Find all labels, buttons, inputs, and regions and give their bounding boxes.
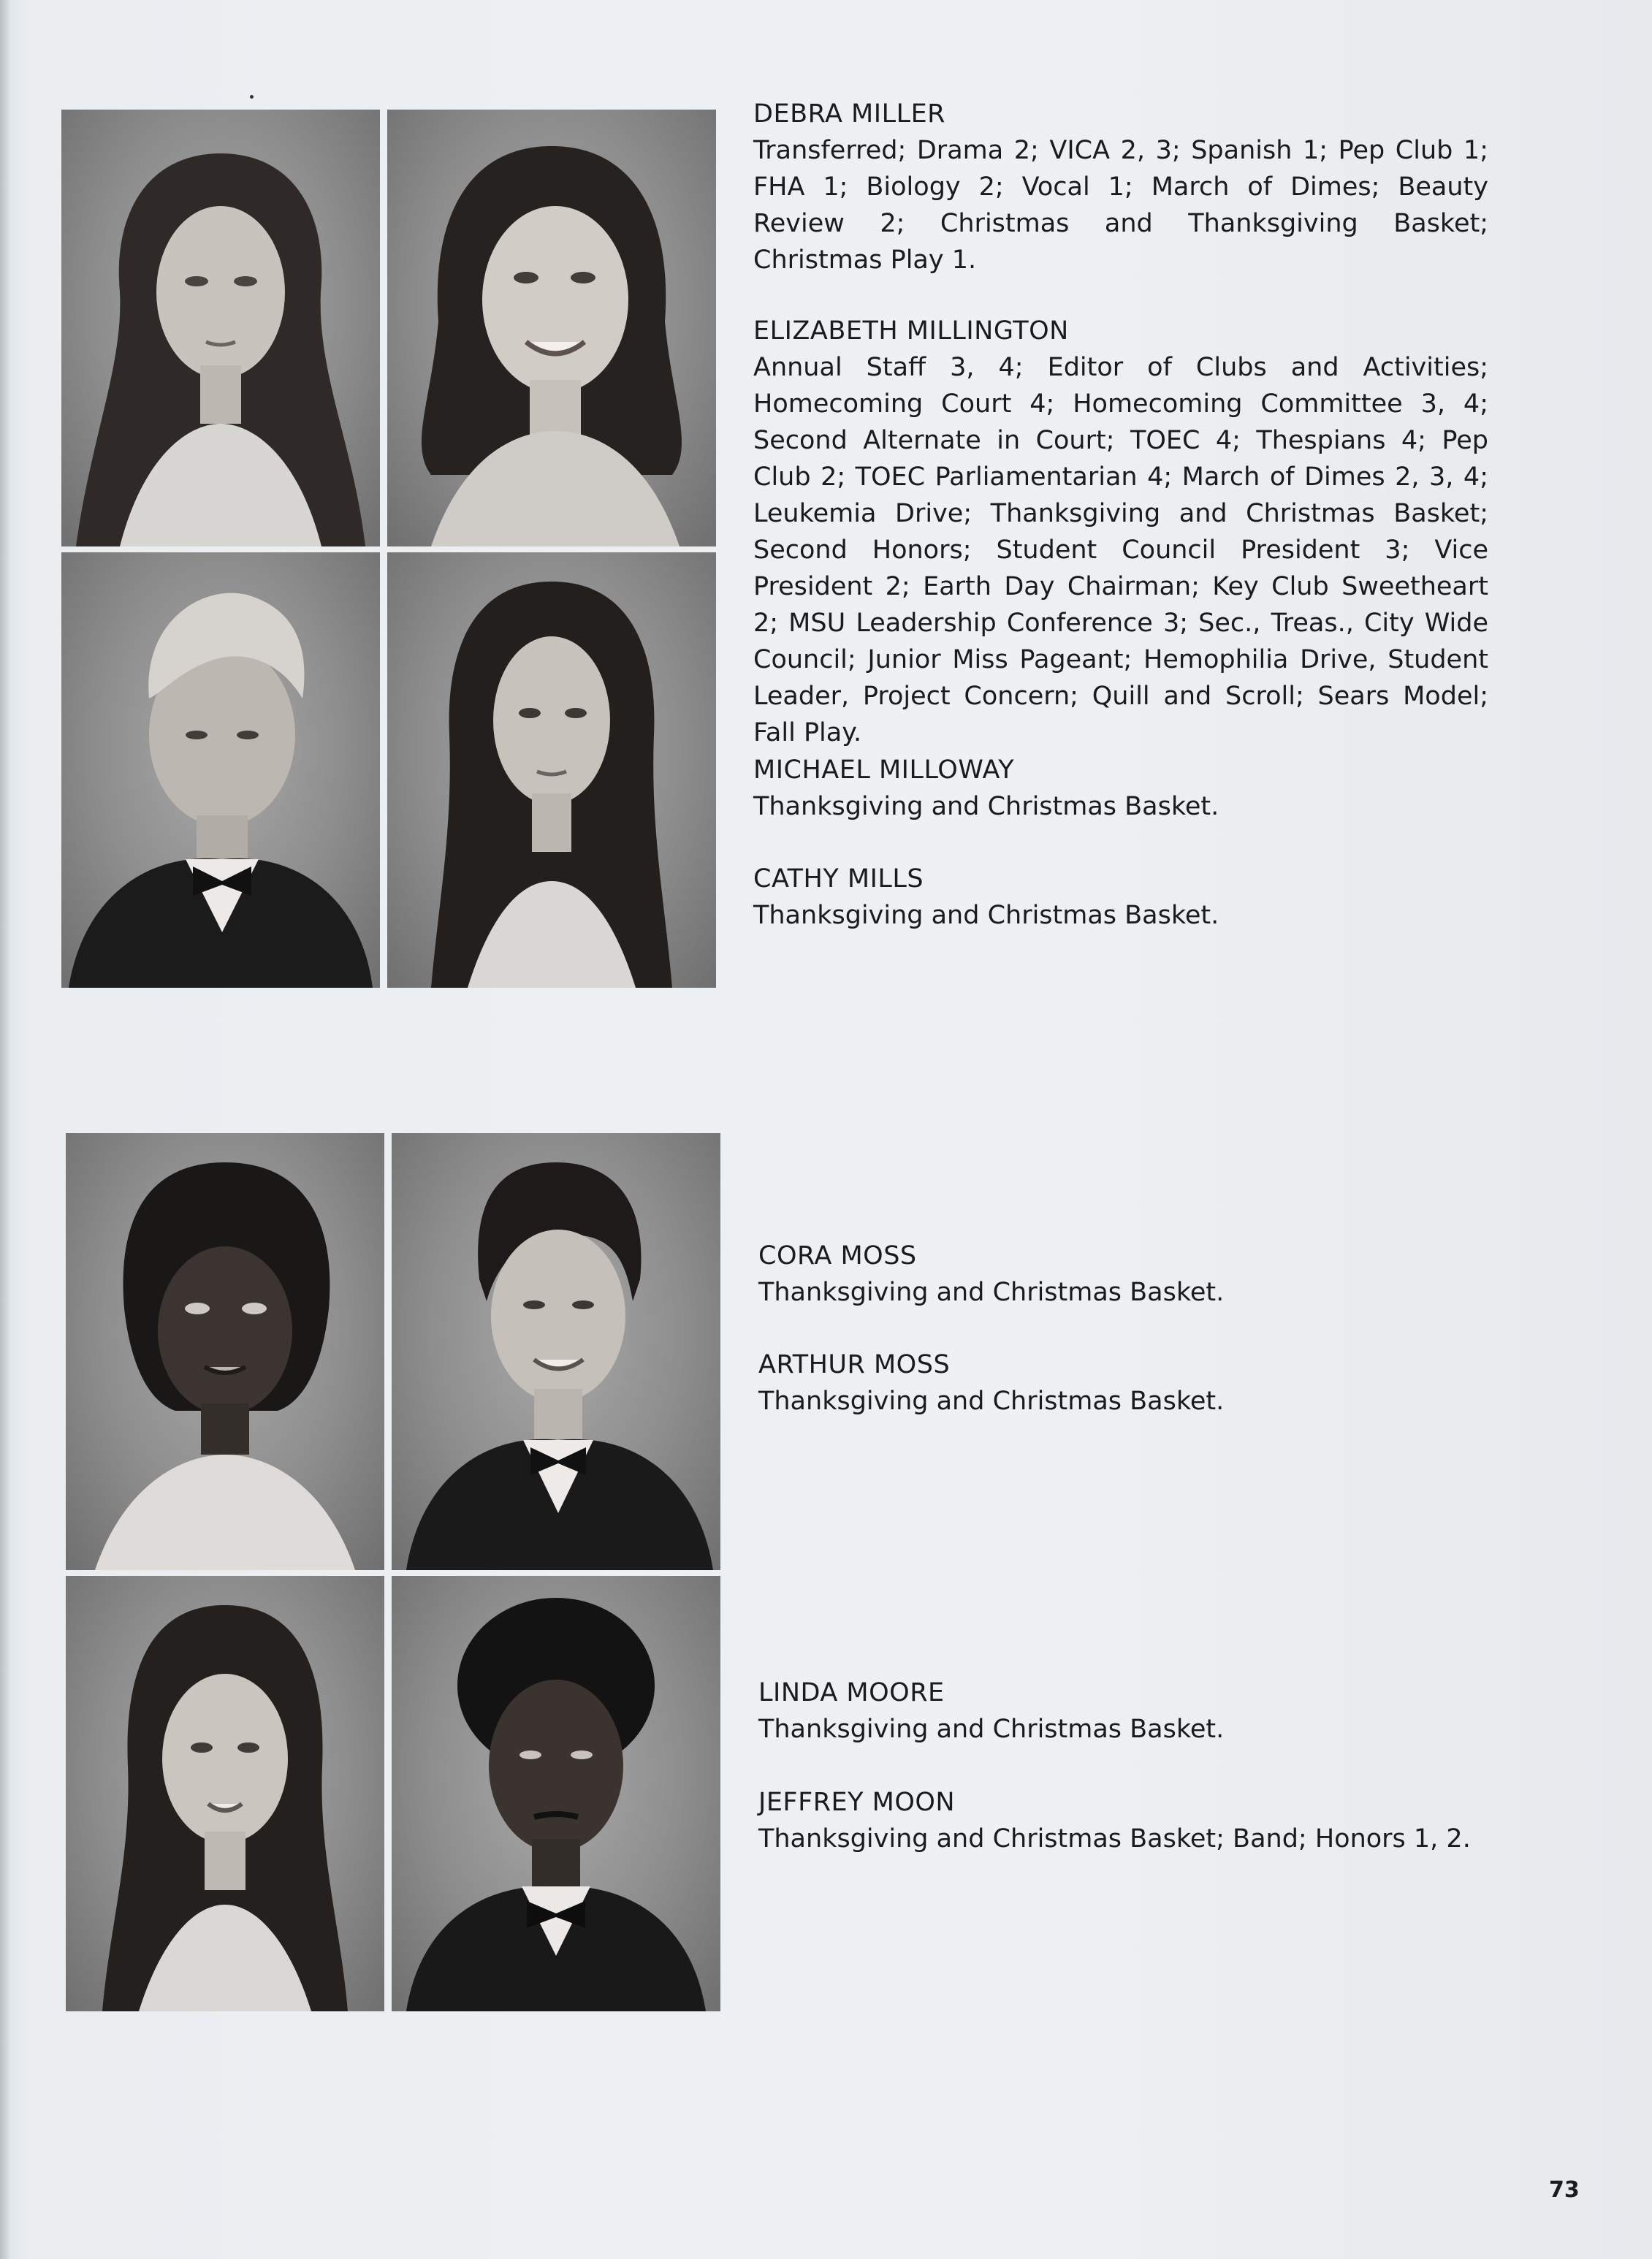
student-entry bbox=[758, 1346, 1493, 1420]
portrait-grid-top bbox=[61, 110, 716, 988]
student-activities: Thanksgiving and Christmas Basket. bbox=[753, 901, 1219, 930]
portrait-grid-bottom bbox=[66, 1133, 720, 2011]
student-entry bbox=[753, 313, 1488, 751]
student-activities: Thanksgiving and Christmas Basket. bbox=[758, 1387, 1225, 1416]
student-entry bbox=[758, 1784, 1493, 1857]
student-activities: Thanksgiving and Christmas Basket. bbox=[758, 1278, 1225, 1307]
student-activities: Annual Staff 3, 4; Editor of Clubs and Activities; Homecoming Court 4; Homecoming Committee 3, 4; Second Alternate in Court; TOEC 4; Thespians 4; Pep Club 2; TOEC Parliamentarian 4; March of Dimes 2, 3, 4; Leukemia Drive; Thanksgiving and Christmas Basket; Second Honors; Student Council President 3; Vice President 2; Earth Day Chairman; Key Club Sweetheart 2; MSU Leadership Conference 3; Sec., Treas., City Wide Council; Junior Miss Pageant; Hemophilia Drive, Student Leader, Project Concern; Quill and Scroll; Sears Model; Fall Play. bbox=[753, 353, 1488, 747]
print-speck bbox=[250, 95, 254, 99]
portrait-photo bbox=[387, 110, 716, 546]
portrait-photo bbox=[61, 110, 380, 546]
student-name: LINDA MOORE bbox=[758, 1678, 945, 1707]
student-name: ELIZABETH MILLINGTON bbox=[753, 316, 1069, 346]
student-entry bbox=[753, 861, 1488, 934]
page-number: 73 bbox=[1549, 2177, 1580, 2203]
portrait-photo bbox=[66, 1576, 384, 2011]
student-activities: Transferred; Drama 2; VICA 2, 3; Spanish 1; Pep Club 1; FHA 1; Biology 2; Vocal 1; March of Dimes; Beauty Review 2; Christmas and Thanksgiving Basket; Christmas Play 1. bbox=[753, 136, 1488, 275]
binding-gutter bbox=[0, 0, 10, 2259]
portrait-photo bbox=[387, 552, 716, 988]
student-activities: Thanksgiving and Christmas Basket. bbox=[753, 792, 1219, 821]
student-name: MICHAEL MILLOWAY bbox=[753, 755, 1015, 785]
portrait-photo bbox=[392, 1133, 720, 1570]
student-entry bbox=[758, 1675, 1493, 1748]
portrait-photo bbox=[61, 552, 380, 988]
student-name: CATHY MILLS bbox=[753, 864, 924, 894]
portrait-photo bbox=[66, 1133, 384, 1570]
portrait-photo bbox=[392, 1576, 720, 2011]
student-name: ARTHUR MOSS bbox=[758, 1350, 951, 1379]
student-activities: Thanksgiving and Christmas Basket; Band; Honors 1, 2. bbox=[758, 1824, 1471, 1854]
student-entry bbox=[758, 1238, 1493, 1311]
student-entry bbox=[753, 96, 1488, 278]
student-name: DEBRA MILLER bbox=[753, 99, 945, 129]
student-entry bbox=[753, 752, 1488, 825]
student-name: JEFFREY MOON bbox=[758, 1788, 956, 1817]
student-name: CORA MOSS bbox=[758, 1241, 917, 1271]
student-activities: Thanksgiving and Christmas Basket. bbox=[758, 1715, 1225, 1744]
